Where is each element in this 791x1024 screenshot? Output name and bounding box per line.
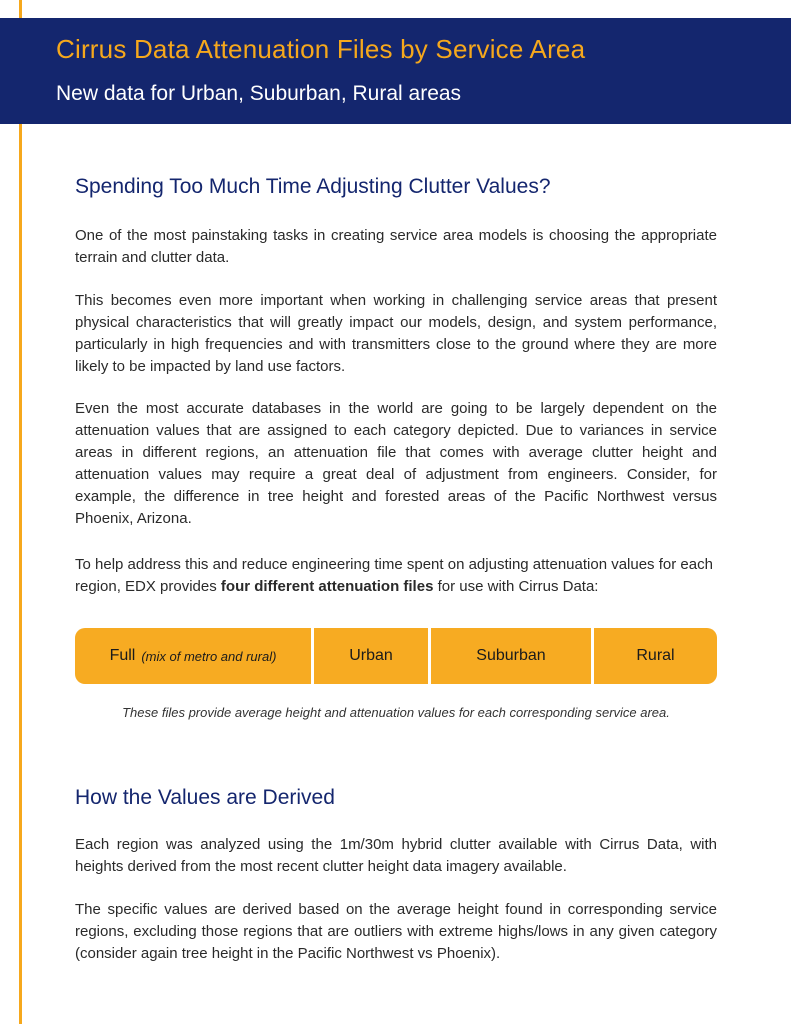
section-heading-derived: How the Values are Derived	[75, 786, 335, 809]
left-accent-rule	[19, 0, 22, 1024]
tab-rural: Rural	[591, 628, 717, 684]
attenuation-file-tabs	[75, 628, 717, 684]
paragraph-analysis: Each region was analyzed using the 1m/30m hybrid clutter available with Cirrus Data, with heights derived from the most recent clutter height data imagery available.	[75, 836, 717, 875]
paragraph-four-files-text: To help address this and reduce engineering time spent on adjusting attenuation values for each region, EDX provides	[75, 556, 713, 595]
page-subtitle: New data for Urban, Suburban, Rural areas	[56, 82, 462, 105]
tab-urban: Urban	[311, 628, 428, 684]
paragraph-intro: One of the most painstaking tasks in creating service area models is choosing the appropriate terrain and clutter data.	[75, 227, 717, 266]
tab-full-note: (mix of metro and rural)	[141, 648, 277, 664]
tab-suburban: Suburban	[428, 628, 591, 684]
tab-full	[75, 628, 311, 684]
paragraph-four-files-end: for use with Cirrus Data:	[433, 578, 599, 595]
paragraph-specific-values: The specific values are derived based on the average height found in corresponding service regions, excluding those regions that are outliers with extreme highs/lows in any given category (consider again tree height in the Pacific Northwest vs Phoenix).	[75, 901, 717, 962]
section-heading-clutter: Spending Too Much Time Adjusting Clutter Values?	[75, 175, 551, 198]
paragraph-databases: Even the most accurate databases in the world are going to be largely dependent on the attenuation values that are assigned to each category depicted. Due to variances in service areas in different regions, an attenuation file that comes with average clutter height and attenuation values may require a great deal of adjustment from engineers. Consider, for example, the difference in tree height and forested areas of the Pacific Northwest versus Phoenix, Arizona.	[75, 400, 717, 527]
page-title: Cirrus Data Attenuation Files by Service Area	[56, 34, 586, 64]
tabs-caption: These files provide average height and attenuation values for each corresponding service area.	[122, 705, 670, 720]
paragraph-four-files	[75, 554, 717, 598]
header-banner	[0, 18, 791, 124]
tab-full-label: Full	[109, 647, 136, 664]
paragraph-challenging-areas: This becomes even more important when working in challenging service areas that present physical characteristics that will greatly impact our models, design, and system performance, particularly in high frequencies and with transmitters close to the ground where they are more likely to be impacted by land use factors.	[75, 292, 717, 375]
paragraph-four-files-bold: four different attenuation files	[220, 578, 434, 595]
